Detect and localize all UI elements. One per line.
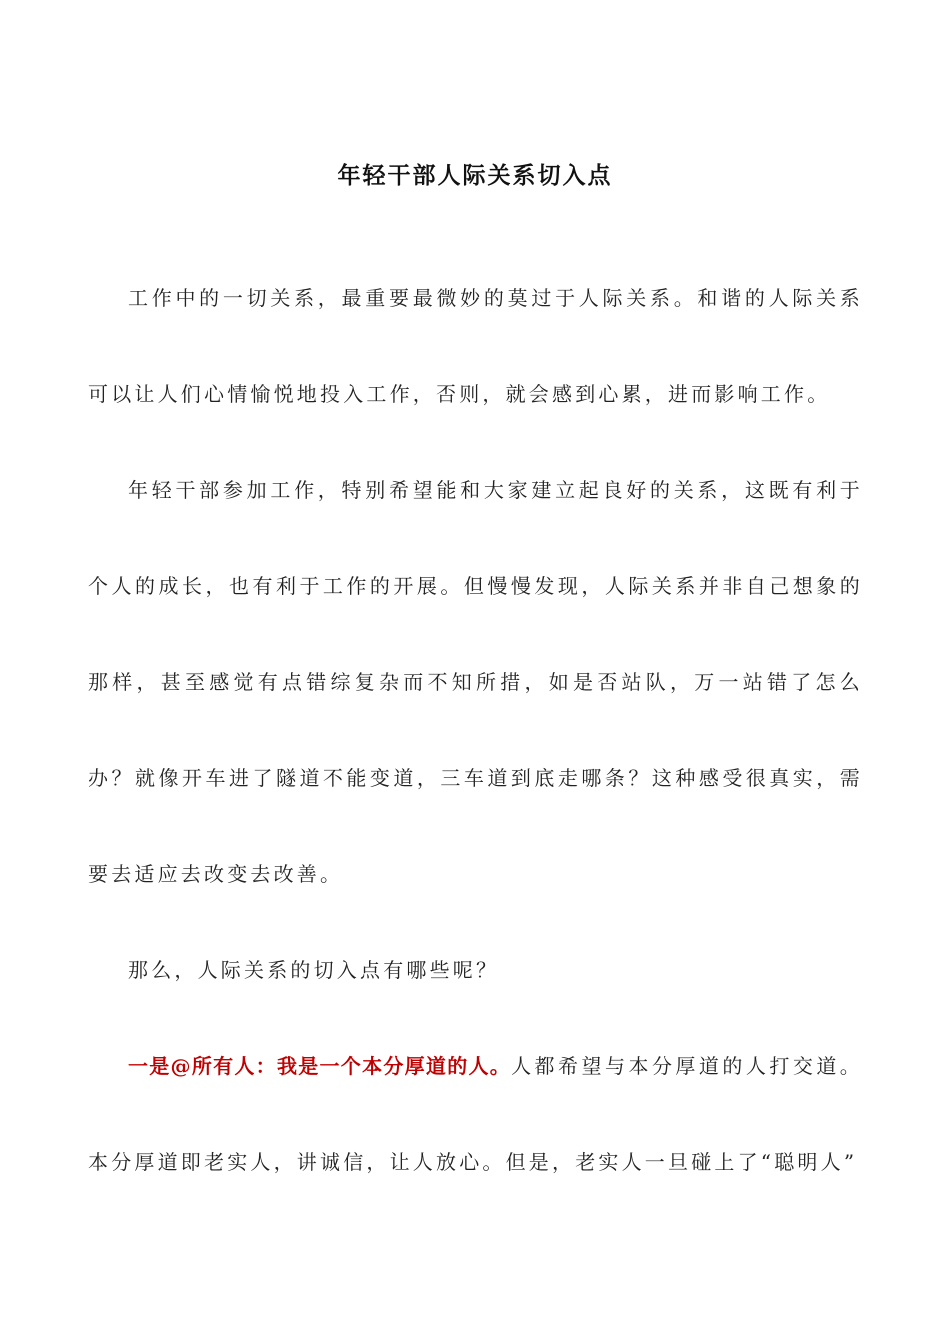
paragraph-intro: 工作中的一切关系，最重要最微妙的莫过于人际关系。和谐的人际关系可以让人们心情愉悦地投入工作，否则，就会感到心累，进而影响工作。 (88, 286, 863, 406)
document-body (88, 250, 863, 1210)
paragraph-question: 那么，人际关系的切入点有哪些呢？ (128, 958, 500, 982)
paragraph-young-cadres: 年轻干部参加工作，特别希望能和大家建立起良好的关系，这既有利于个人的成长，也有利于工作的开展。但慢慢发现，人际关系并非自己想象的那样，甚至感觉有点错综复杂而不知所措，如是否站队，万一站错了怎么办？就像开车进了隧道不能变道，三车道到底走哪条？这种感受很真实，需要去适应去改变去改善。 (88, 478, 863, 886)
paragraph-point-one (88, 1018, 863, 1210)
point-one-heading: 一是@所有人：我是一个本分厚道的人。 (128, 1054, 512, 1078)
point-one-text: 人都希望与本分厚道的人打交道。本分厚道即老实人，讲诚信，让人放心。但是，老实人一旦碰上了“聪明人” (88, 1054, 863, 1174)
document-title: 年轻干部人际关系切入点 (337, 162, 613, 189)
